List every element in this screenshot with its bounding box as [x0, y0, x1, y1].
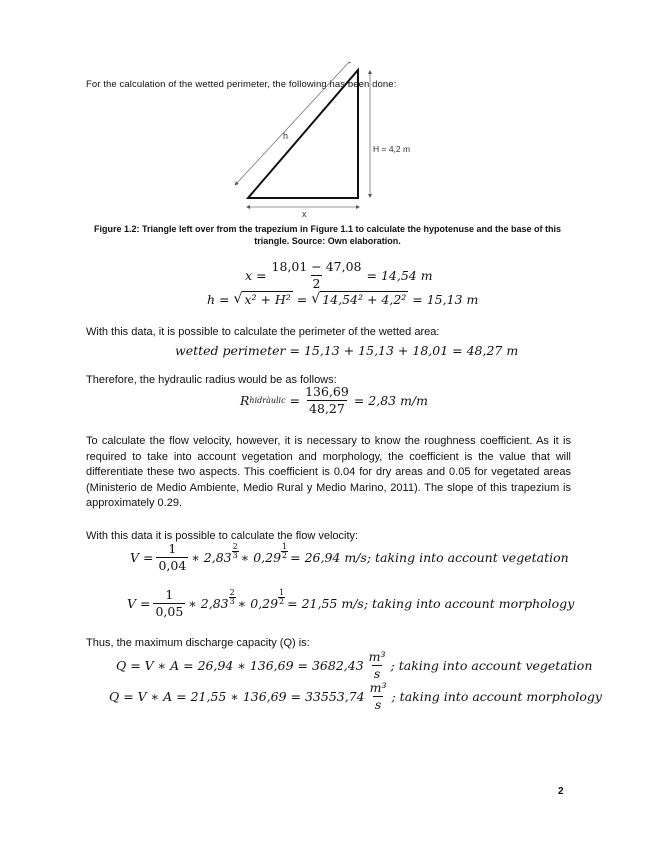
eq-v1-rhs: = 26,94 m/s; taking into account vegetation [290, 550, 569, 565]
eq-v1-lhs: V = [130, 550, 154, 565]
eq-x-num: 18,01 − 47,08 [271, 259, 362, 274]
eq-q1-num: m³ [368, 649, 386, 664]
eq-v1-exp1-num: 2 [232, 542, 238, 551]
eq-h-lhs: h = [207, 291, 230, 307]
eq-v2-den: 0,05 [155, 604, 184, 619]
eq-h-r1: x² + H² [244, 292, 291, 307]
eq-v2-num: 1 [165, 587, 174, 602]
label-x: x [302, 209, 307, 219]
eq-radius-fraction [303, 385, 351, 416]
label-H: H = 4,2 m [373, 144, 411, 154]
eq-x-fraction [270, 260, 364, 291]
eq-q2-den: s [374, 697, 382, 712]
page-number: 2 [558, 786, 564, 797]
eq-h-rhs: = 15,13 m [412, 291, 479, 307]
eq-v2-b: ∗ 0,29 [237, 596, 279, 611]
eq-q1-fraction [367, 650, 388, 681]
eq-v2-exp1-num: 2 [229, 588, 235, 597]
eq-h-r2: 14,54² + 4,2² [322, 292, 407, 307]
equation-q-vegetation [116, 650, 592, 681]
eq-q2-num: m³ [369, 680, 387, 695]
triangle-figure [230, 62, 430, 222]
eq-v1-b: ∗ 0,29 [240, 550, 282, 565]
eq-x-lhs: x = [245, 268, 267, 283]
eq-q1-lhs: Q = V ∗ A = 26,94 ∗ 136,69 = 3682,43 [116, 658, 364, 673]
eq-radius-lhs: R [240, 393, 250, 408]
eq-v1-exp1 [232, 543, 239, 560]
eq-v1-exp1-den: 3 [232, 551, 238, 560]
eq-v1-exp2 [281, 543, 288, 560]
equation-radius [240, 385, 428, 416]
equation-v-vegetation [130, 542, 569, 573]
eq-radius-den: 48,27 [309, 401, 345, 416]
eq-q1-den: s [373, 666, 381, 681]
equation-x [245, 260, 433, 291]
eq-x-den: 2 [312, 276, 321, 291]
paragraph-velocity: To calculate the flow velocity, however, it is necessary to know the roughness coefficient. As it is required to take into account vegetation and morphology, the coefficient is the value that will differentiate these two aspects. This coefficient is 0.04 for dry areas and 0.05 for vegetated areas (Ministerio de Medio Ambiente, Medio Rural y Medio Marino, 2011). The slope of this trapezium is approximately 0.29. [86, 435, 571, 509]
paragraph-discharge: Thus, the maximum discharge capacity (Q) is: [86, 637, 310, 649]
eq-q2-fraction [368, 681, 389, 712]
eq-h-mid: = [296, 291, 308, 307]
hypotenuse-dimension [236, 62, 350, 184]
eq-v2-exp1-den: 3 [229, 597, 235, 606]
equation-h [207, 291, 478, 307]
eq-q2-rhs: ; taking into account morphology [391, 689, 602, 704]
eq-v1-num: 1 [168, 541, 177, 556]
eq-h-sqrt-2: √ 14,54² + 4,2² [311, 291, 407, 307]
eq-q1-rhs: ; taking into account vegetation [390, 658, 593, 673]
eq-q2-lhs: Q = V ∗ A = 21,55 ∗ 136,69 = 33553,74 [109, 689, 365, 704]
equation-perimeter: wetted perimeter = 15,13 + 15,13 + 18,01 = 48,27 m [175, 343, 519, 358]
figure-caption [60, 223, 595, 247]
paragraph-perimeter: With this data, it is possible to calculate the perimeter of the wetted area: [86, 326, 440, 338]
paragraph-calc-velocity: With this data it is possible to calculate the flow velocity: [86, 530, 359, 542]
eq-h-sqrt-1: √ x² + H² [233, 291, 291, 307]
caption-line-2: triangle. Source: Own elaboration. [254, 236, 401, 246]
eq-v2-exp2-den: 2 [279, 597, 285, 606]
eq-v1-den: 0,04 [158, 558, 187, 573]
eq-v1-exp2-num: 1 [282, 542, 288, 551]
eq-radius-num: 136,69 [305, 384, 349, 399]
eq-v1-exp2-den: 2 [282, 551, 288, 560]
eq-v1-fraction [156, 542, 188, 573]
eq-radius-eq: = [289, 393, 301, 408]
eq-v2-exp1 [229, 589, 236, 606]
equation-v-morphology [127, 588, 574, 619]
triangle-shape [248, 70, 358, 198]
eq-radius-rhs: = 2,83 m/m [353, 393, 428, 408]
eq-v2-a: ∗ 2,83 [188, 596, 229, 611]
eq-v2-exp2 [278, 589, 285, 606]
eq-v2-rhs: = 21,55 m/s; taking into account morphology [287, 596, 575, 611]
intro-line: For the calculation of the wetted perimeter, the following has been done: [86, 79, 397, 90]
label-h: h [283, 131, 289, 141]
eq-x-rhs: = 14,54 m [366, 268, 433, 283]
eq-radius-sub: hidràulic [249, 396, 286, 405]
equation-q-morphology [109, 681, 602, 712]
eq-v2-lhs: V = [127, 596, 151, 611]
paragraph-radius: Therefore, the hydraulic radius would be as follows: [86, 374, 337, 386]
eq-v2-exp2-num: 1 [279, 588, 285, 597]
eq-v2-fraction [153, 588, 185, 619]
caption-line-1: Figure 1.2: Triangle left over from the trapezium in Figure 1.1 to calculate the hypotenuse and the base of this [93, 224, 562, 234]
eq-v1-a: ∗ 2,83 [191, 550, 232, 565]
